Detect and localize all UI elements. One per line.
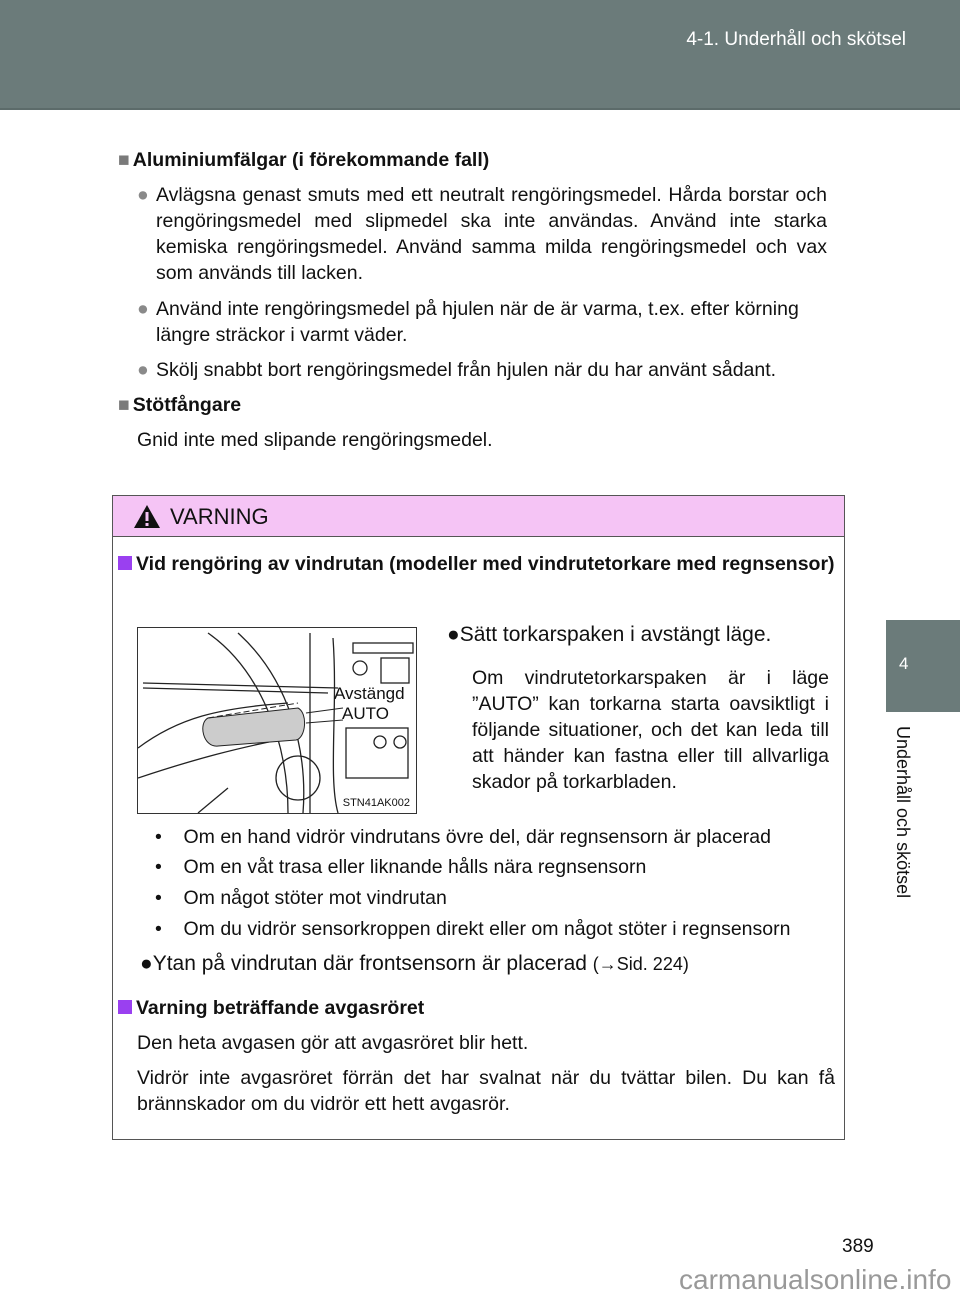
item-text: Om du vidrör sensorkroppen direkt eller om något stöter i regnsensorn bbox=[183, 918, 791, 940]
heading-text: Varning beträffande avgasröret bbox=[136, 997, 425, 1019]
heading-aluminium: ■ Aluminiumfälgar (i förekommande fall) bbox=[118, 149, 490, 171]
list-item: • Om en våt trasa eller liknande hålls nära regnsensorn bbox=[155, 856, 647, 878]
list-item: • Om du vidrör sensorkroppen direkt eller om något stöter i regnsensorn bbox=[155, 918, 791, 940]
chapter-number: 4 bbox=[899, 654, 909, 673]
bullet-text: Sätt torkarspaken i avstängt läge. bbox=[459, 623, 772, 646]
list-item: • Om något stöter mot vindrutan bbox=[155, 887, 447, 909]
heading-bumper: ■ Stötfångare bbox=[118, 394, 242, 416]
bullet-text: Skölj snabbt bort rengöringsmedel från hjulen när du har använt sådant. bbox=[156, 359, 777, 381]
figure-code: STN41AK002 bbox=[342, 797, 410, 809]
bullet-text: Avlägsna genast smuts med ett neutralt rengöringsmedel. Hårda borstar och rengöringsmedel med slipmedel ska inte användas. Använd inte starka kemiska rengöringsmedel. Använd samma milda rengöringsmedel och vax som används till lacken. bbox=[156, 184, 827, 284]
label-off: Avstängd bbox=[334, 684, 405, 703]
chapter-label: Underhåll och skötsel bbox=[893, 726, 913, 899]
auto-explanation: Om vindrutetorkarspaken är i läge ”AUTO” kan torkarna starta oavsiktligt i följande situationer, och det kan leda till att händer kan fastna eller till allvarliga skador på torkarbladen. bbox=[472, 667, 829, 793]
exhaust-text-1: Den heta avgasen gör att avgasröret blir hett. bbox=[137, 1032, 529, 1054]
warning-bullet-2: ●Ytan på vindrutan där frontsensorn är placerad (→Sid. 224) bbox=[140, 952, 689, 975]
page-header bbox=[0, 0, 960, 110]
item-text: Om en hand vidrör vindrutans övre del, där regnsensorn är placerad bbox=[183, 826, 771, 848]
exhaust-text-2: Vidrör inte avgasröret förrän det har svalnat när du tvättar bilen. Du kan få brännskador om du vidrör ett hett avgasrör. bbox=[137, 1067, 835, 1115]
warning-label: VARNING bbox=[170, 504, 269, 529]
page-reference-link[interactable]: (→Sid. 224) bbox=[592, 954, 689, 974]
item-text: Om en våt trasa eller liknande hålls nära regnsensorn bbox=[183, 856, 647, 878]
item-text: Om något stöter mot vindrutan bbox=[183, 887, 447, 909]
heading-text: Vid rengöring av vindrutan (modeller med vindrutetorkare med regnsensor) bbox=[136, 553, 835, 575]
wiper-lever-figure bbox=[137, 627, 417, 814]
bullet-2: ● Använd inte rengöringsmedel på hjulen när de är varma, t.ex. efter körning längre sträckor i varmt väder. bbox=[137, 296, 827, 348]
warning-heading-1 bbox=[118, 551, 836, 577]
warning-bullet-1: ●Sätt torkarspaken i avstängt läge. bbox=[447, 623, 772, 646]
heading-text: Aluminiumfälgar (i förekommande fall) bbox=[132, 149, 490, 171]
list-item: • Om en hand vidrör vindrutans övre del, där regnsensorn är placerad bbox=[155, 826, 771, 848]
watermark: carmanualsonline.info bbox=[679, 1264, 952, 1295]
page-number: 389 bbox=[842, 1236, 874, 1257]
section-title: 4-1. Underhåll och skötsel bbox=[686, 29, 906, 50]
bullet-3: ● Skölj snabbt bort rengöringsmedel från hjulen när du har använt sådant. bbox=[137, 357, 837, 383]
warning-icon bbox=[133, 504, 161, 529]
bumper-text: Gnid inte med slipande rengöringsmedel. bbox=[137, 429, 493, 451]
bullet-text: Ytan på vindrutan där frontsensorn är placerad bbox=[152, 952, 587, 975]
bullet-text: Använd inte rengöringsmedel på hjulen när de är varma, t.ex. efter körning längre sträckor i varmt väder. bbox=[156, 298, 799, 346]
warning-header bbox=[113, 496, 844, 537]
label-auto: AUTO bbox=[342, 704, 389, 723]
warning-heading-2 bbox=[118, 995, 424, 1021]
chapter-tab bbox=[886, 620, 960, 712]
bullet-1: ● Avlägsna genast smuts med ett neutralt rengöringsmedel. Hårda borstar och rengöringsmedel med slipmedel ska inte användas. Använd inte starka kemiska rengöringsmedel. Använd samma milda rengöringsmedel och vax som används till lacken. bbox=[137, 184, 827, 284]
heading-text: Stötfångare bbox=[132, 394, 242, 416]
